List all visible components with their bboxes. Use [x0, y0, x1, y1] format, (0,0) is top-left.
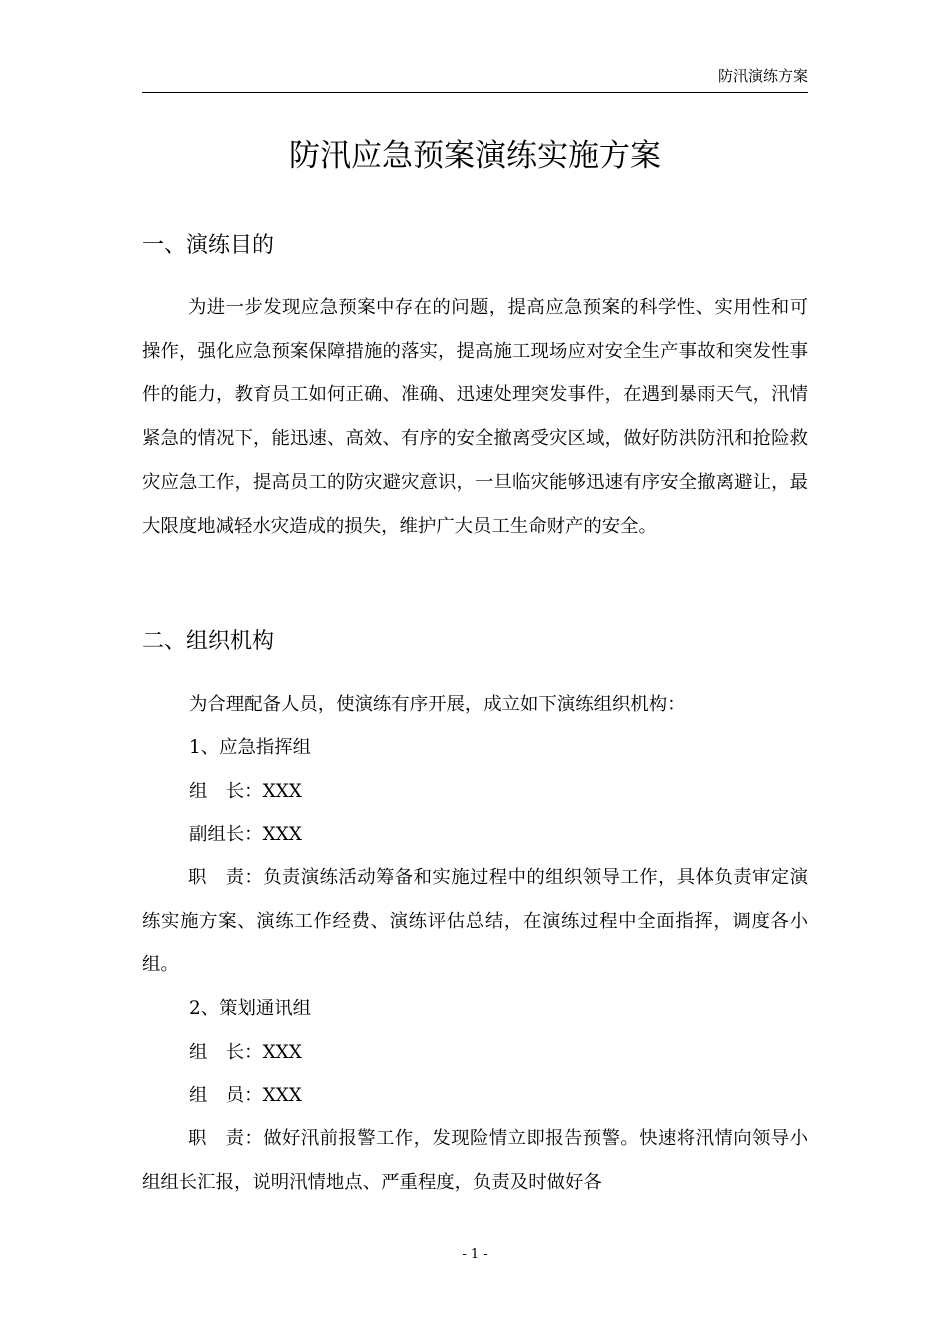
- group-leader-communication: 组 长：XXX: [189, 1042, 302, 1063]
- document-title: 防汛应急预案演练实施方案: [289, 138, 661, 174]
- page-header: [142, 62, 808, 93]
- section-heading-organization: 二、组织机构: [142, 629, 275, 654]
- group-name-communication: 2、策划通讯组: [189, 998, 312, 1019]
- organization-intro: 为合理配备人员，使演练有序开展，成立如下演练组织机构：: [189, 694, 686, 715]
- group-leader-command: 组 长：XXX: [189, 781, 302, 802]
- group-duty-communication: 职 责：做好汛前报警工作，发现险情立即报告预警。快速将汛情向领导小组组长汇报，说明汛情地点、严重程度，负责及时做好各: [142, 1128, 808, 1193]
- section-heading-purpose: 一、演练目的: [142, 233, 275, 258]
- group-member-communication: 组 员：XXX: [189, 1085, 302, 1106]
- running-title: 防汛演练方案: [717, 67, 808, 85]
- group-duty-command: 职 责：负责演练活动筹备和实施过程中的组织领导工作，具体负责审定演练实施方案、演练工作经费、演练评估总结，在演练过程中全面指挥，调度各小组。: [142, 867, 808, 976]
- group-deputy-command: 副组长：XXX: [189, 824, 302, 845]
- purpose-paragraph: 为进一步发现应急预案中存在的问题，提高应急预案的科学性、实用性和可操作，强化应急预案保障措施的落实，提高施工现场应对安全生产事故和突发性事件的能力，教育员工如何正确、准确、迅速处理突发事件，在遇到暴雨天气，汛情紧急的情况下，能迅速、高效、有序的安全撤离受灾区域，做好防洪防汛和抢险救灾应急工作，提高员工的防灾避灾意识，一旦临灾能够迅速有序安全撤离避让，最大限度地减轻水灾造成的损失，维护广大员工生命财产的安全。: [142, 297, 808, 537]
- page-number: - 1 -: [462, 1247, 488, 1262]
- group-name-command: 1、应急指挥组: [189, 737, 312, 758]
